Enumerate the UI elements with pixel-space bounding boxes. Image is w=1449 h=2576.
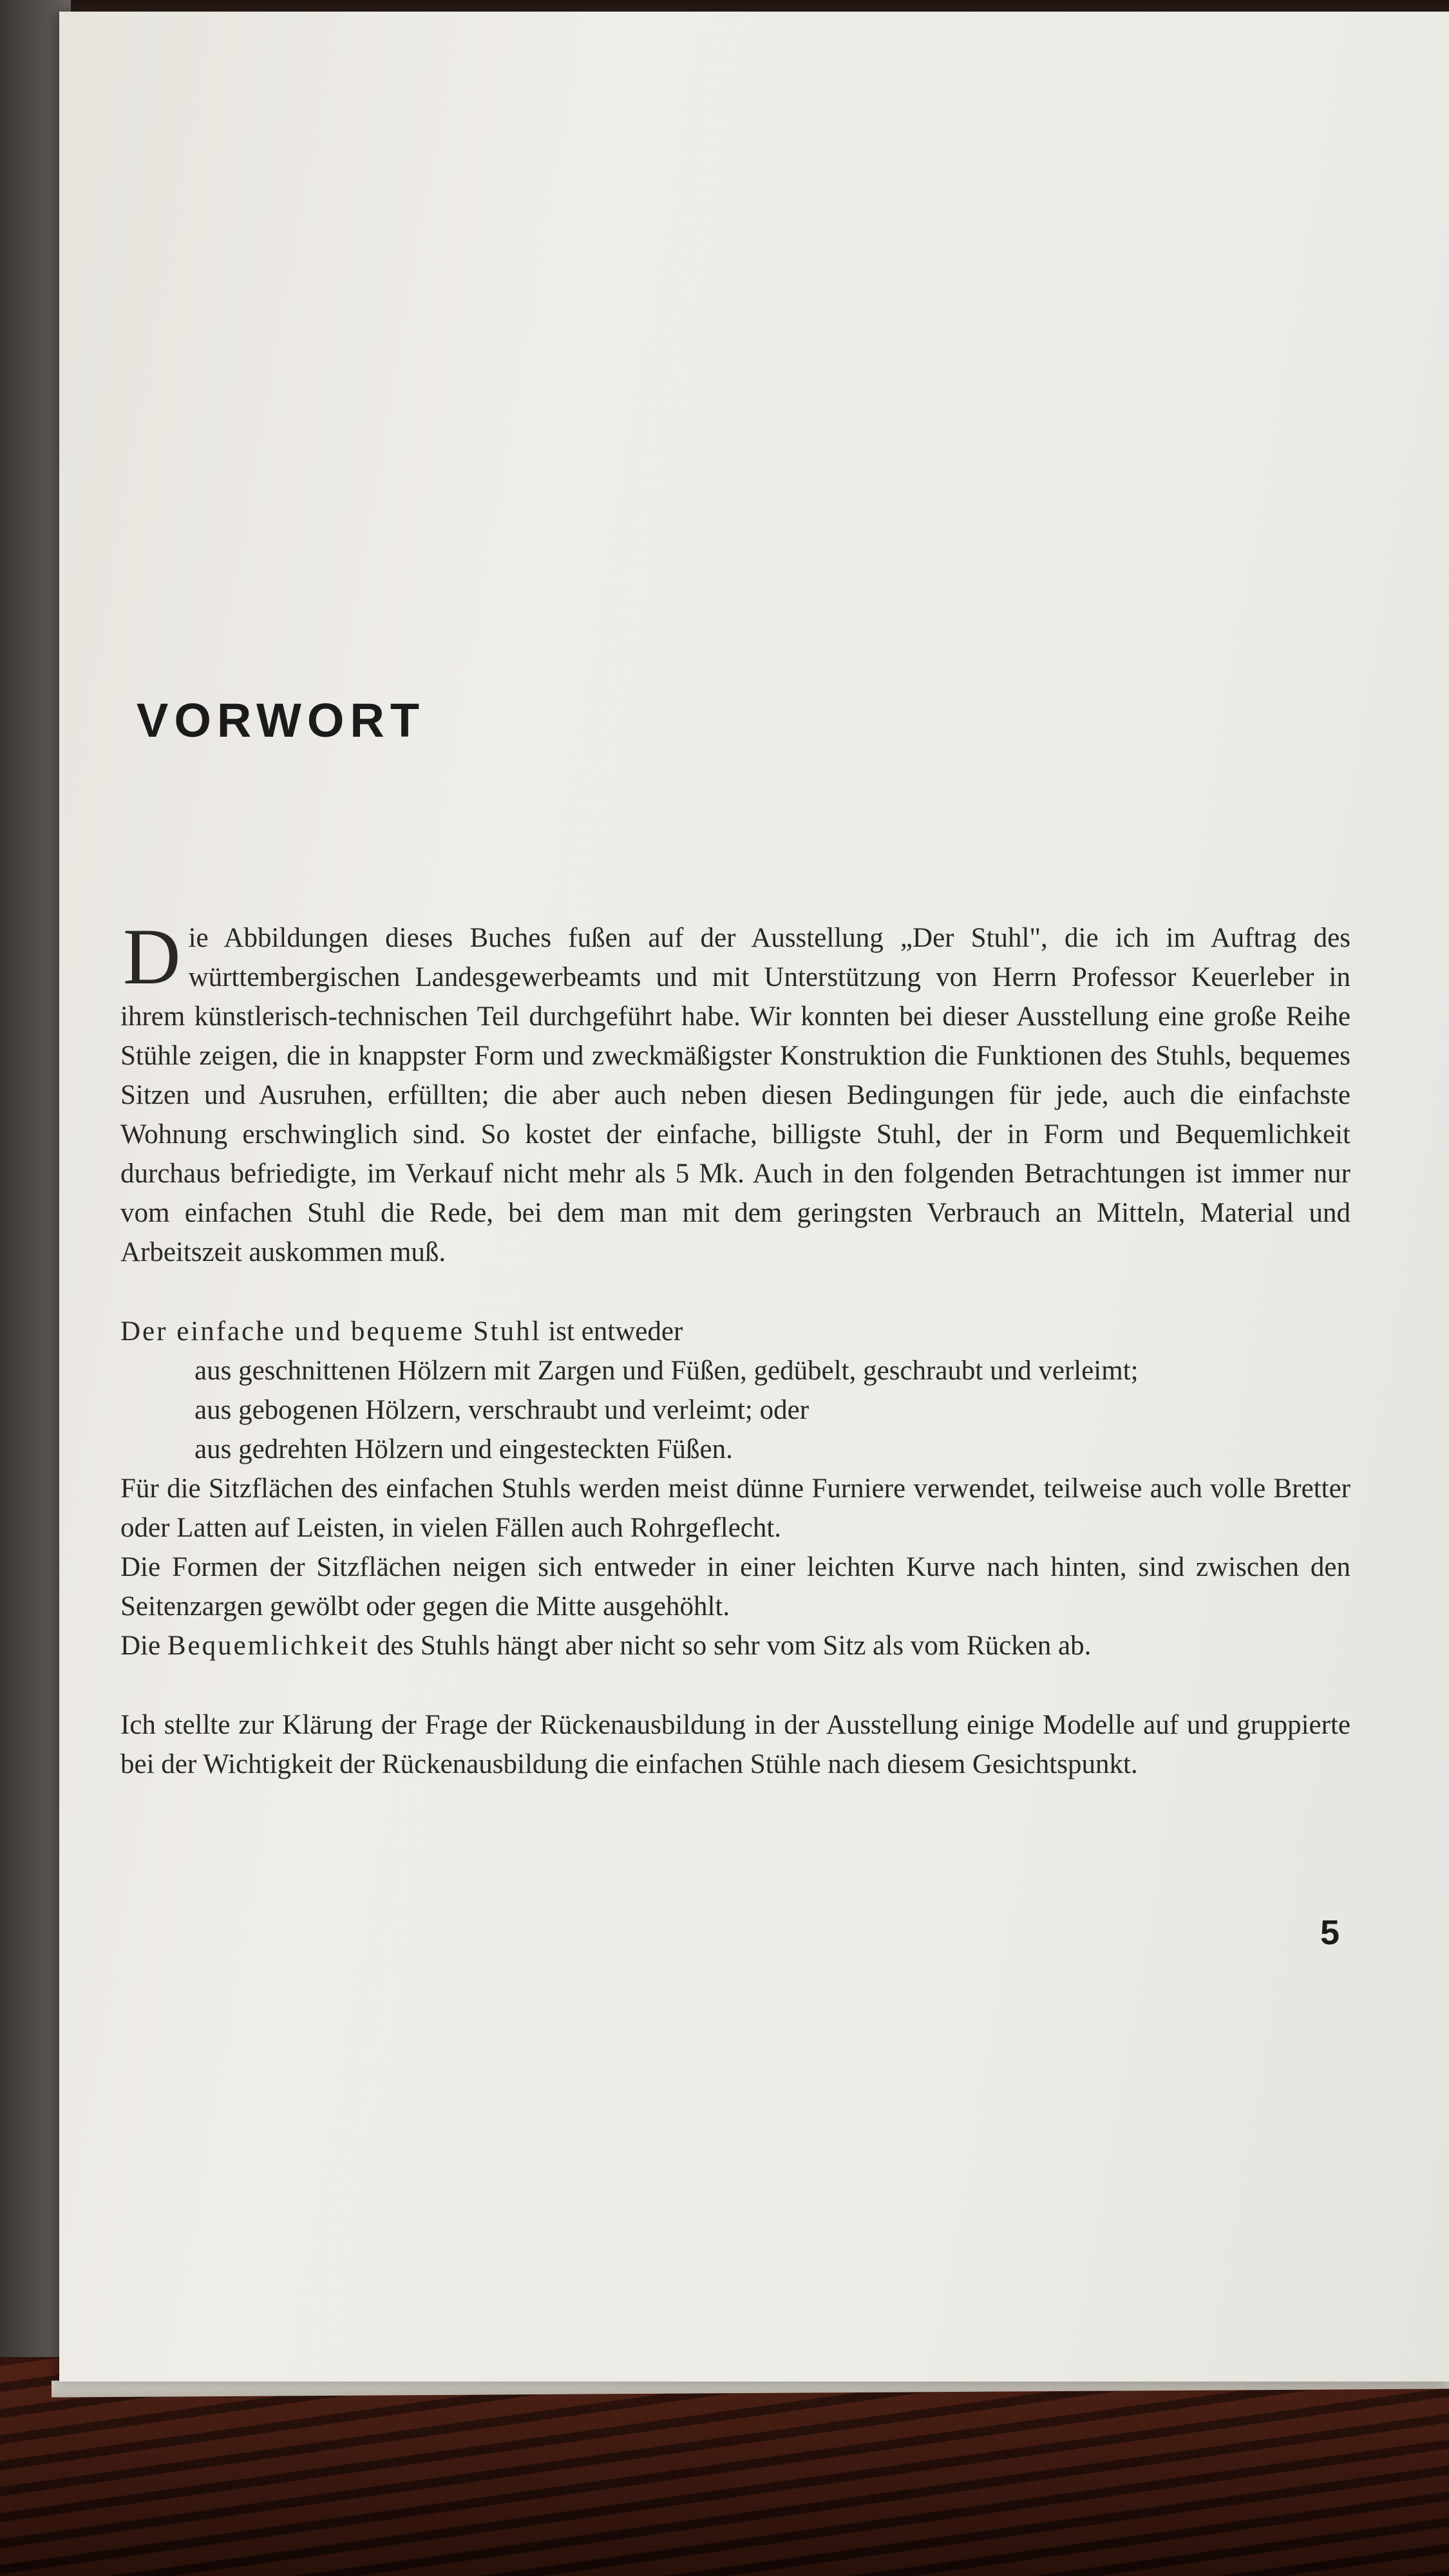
list-item: aus gedrehten Hölzern und eingesteckten Füßen. xyxy=(194,1434,733,1464)
list-intro xyxy=(120,1312,1350,1351)
bequem-rest: des Stuhls hängt aber nicht so sehr vom Sitz als vom Rücken ab. xyxy=(370,1631,1092,1661)
paragraph-gap xyxy=(120,1665,1350,1705)
paragraph-sitzflaechen: Für die Sitzflächen des einfachen Stuhls werden meist dünne Furniere verwendet, teilweise auch volle Bretter oder Latten auf Leisten, in vielen Fällen auch Rohrgeflecht. xyxy=(120,1473,1350,1543)
page-title: VORWORT xyxy=(137,694,426,747)
page-number: 5 xyxy=(1320,1913,1340,1952)
bequem-prefix: Die xyxy=(120,1631,167,1661)
list-intro-emphasis: Der einfache und bequeme Stuhl xyxy=(120,1316,542,1347)
paragraph-formen: Die Formen der Sitzflächen neigen sich entweder in einer leichten Kurve nach hinten, sind zwischen den Seitenzargen gewölbt oder gegen die Mitte ausgehöhlt. xyxy=(120,1552,1350,1622)
list-item: aus geschnittenen Hölzern mit Zargen und Füßen, gedübelt, geschraubt und verleimt; xyxy=(194,1356,1139,1386)
paragraph-bequemlichkeit xyxy=(120,1626,1350,1665)
list-item: aus gebogenen Hölzern, verschraubt und verleimt; oder xyxy=(194,1395,810,1425)
paragraph-gap xyxy=(120,1272,1350,1312)
body-text xyxy=(120,913,1350,1784)
bequem-emphasis: Bequemlichkeit xyxy=(167,1631,370,1661)
paragraph-intro: Die Abbildungen dieses Buches fußen auf der Ausstellung „Der Stuhl", die ich im Auftrag des württembergischen Landesgewerbeamts und mit Unterstützung von Herrn Professor Keuerleber in ihrem künstlerisch-technischen Teil durchgeführt habe. Wir konnten bei dieser Ausstellung eine große Reihe Stühle zeigen, die in knappster Form und zweckmäßigster Konstruktion die Funktionen des Stuhls, bequemes Sitzen und Ausruhen, erfüllten; die aber auch neben diesen Bedingungen für jede, auch die einfachste Wohnung erschwinglich sind. So kostet der einfache, billigste Stuhl, der in Form und Bequemlichkeit durchaus befriedigte, im Verkauf nicht mehr als 5 Mk. Auch in den folgenden Betrachtungen ist immer nur vom einfachen Stuhl die Rede, bei dem man mit dem geringsten Verbrauch an Mitteln, Material und Arbeitszeit auskommen muß. xyxy=(120,913,1350,1267)
book-page xyxy=(59,12,1449,2382)
paragraph-last: Ich stellte zur Klärung der Frage der Rückenausbildung in der Ausstellung einige Modelle auf und gruppierte bei der Wichtigkeit der Rückenausbildung die einfachen Stühle nach diesem Gesichtspunkt. xyxy=(120,1710,1350,1779)
list-intro-rest: ist entweder xyxy=(541,1316,683,1347)
